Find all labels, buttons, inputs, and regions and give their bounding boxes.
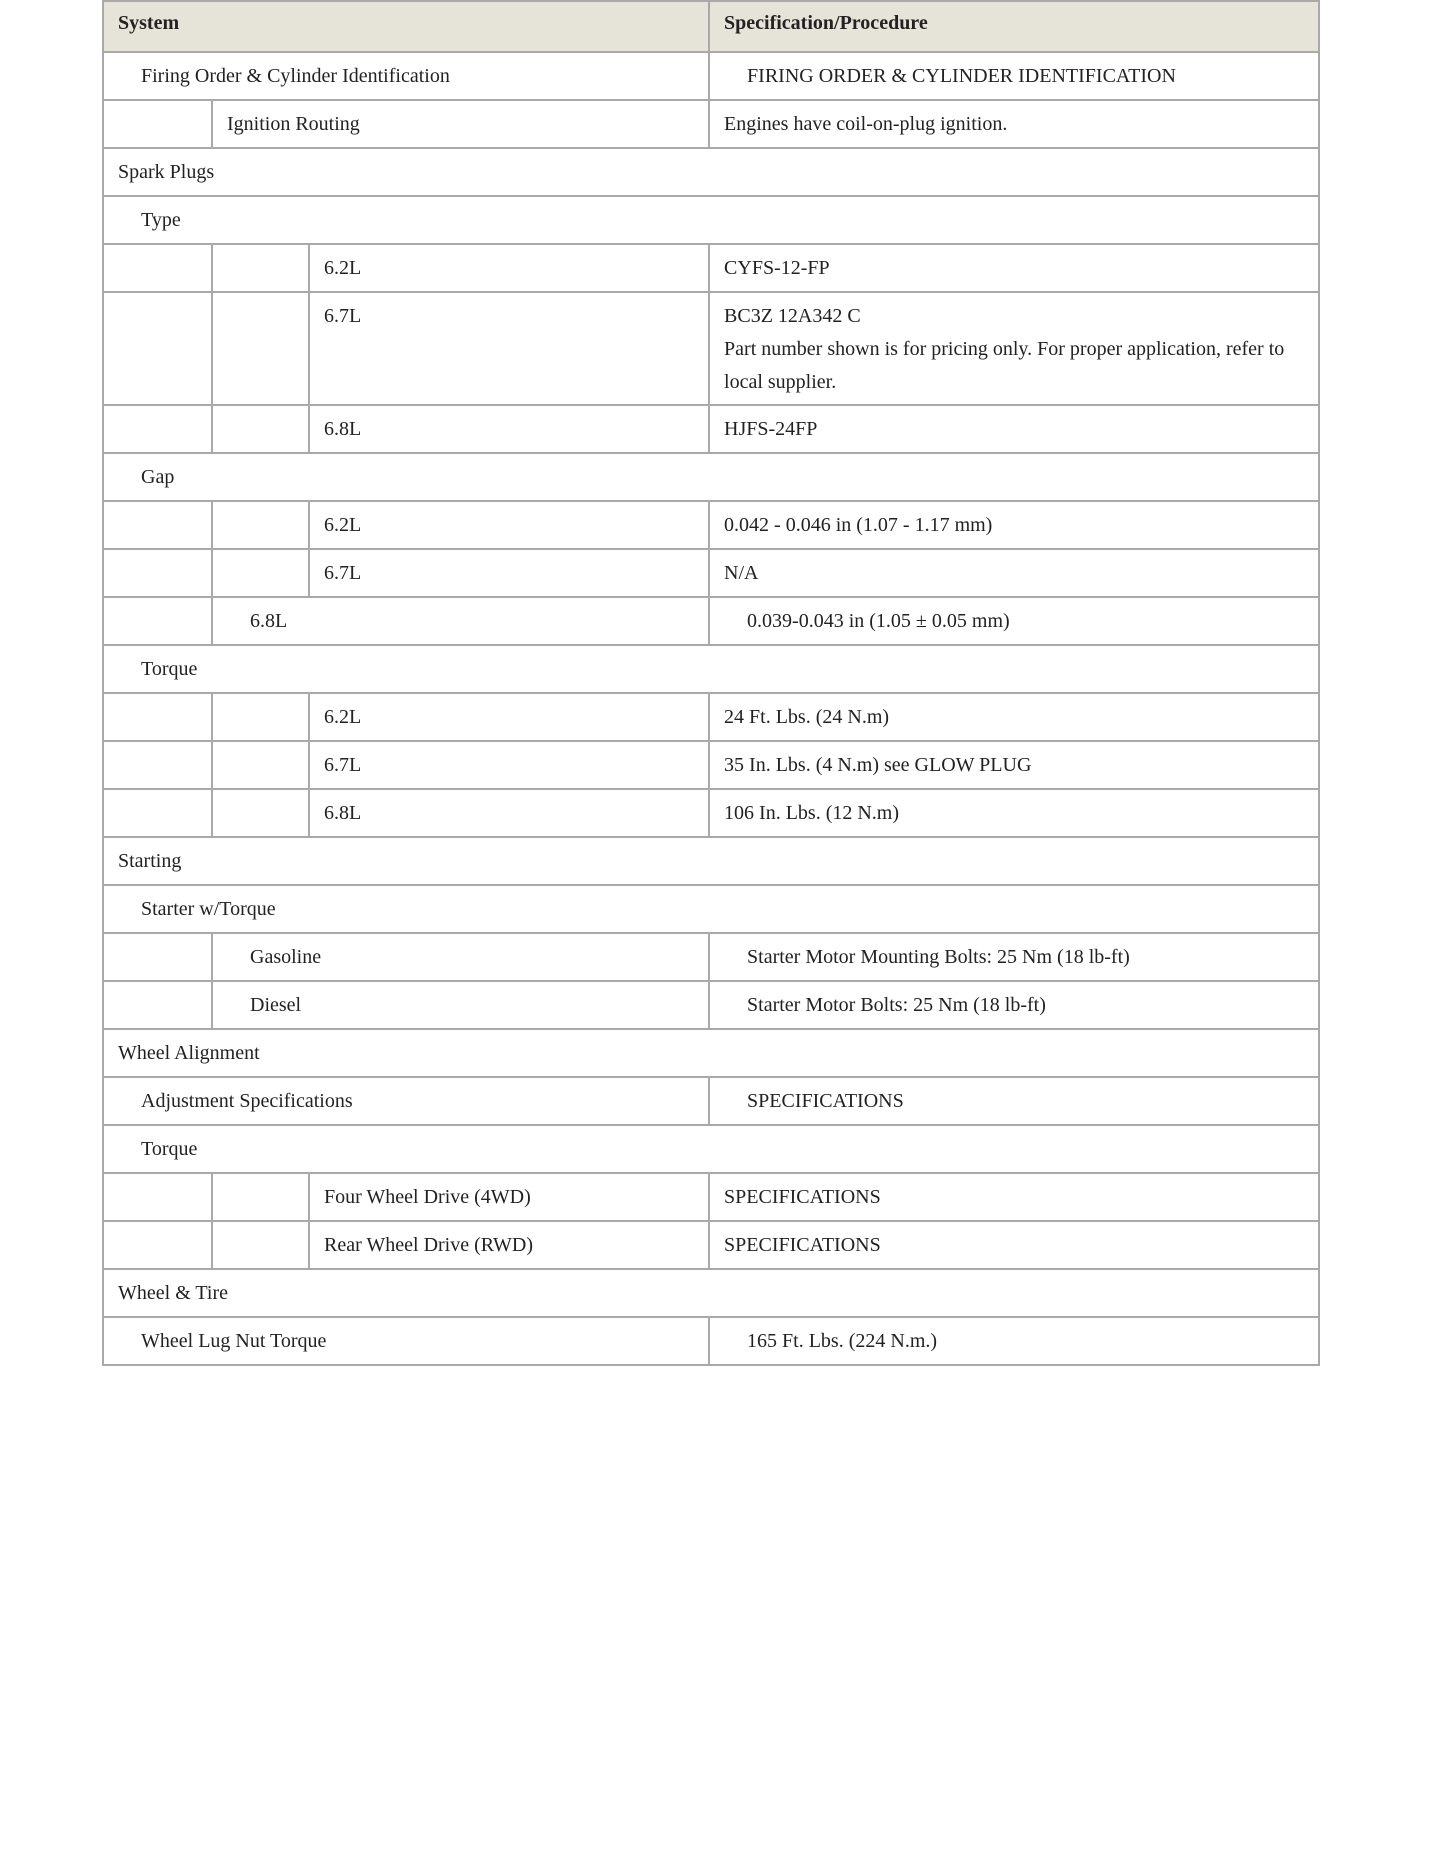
empty-cell [103, 292, 212, 405]
spec-value: 0.042 - 0.046 in (1.07 - 1.17 mm) [709, 501, 1319, 549]
ignition-routing-value: Engines have coil-on-plug ignition. [709, 100, 1319, 148]
empty-cell [212, 244, 309, 292]
table-row [103, 693, 1319, 741]
empty-cell [103, 981, 212, 1029]
section-row [103, 1029, 1319, 1077]
empty-cell [103, 100, 212, 148]
fuel-label: Gasoline [212, 933, 709, 981]
empty-cell [212, 549, 309, 597]
subsection-alignment-torque: Torque [103, 1125, 1319, 1173]
spec-value: HJFS-24FP [709, 405, 1319, 453]
adjustment-spec-label: Adjustment Specifications [103, 1077, 709, 1125]
table-header-row [103, 1, 1319, 52]
table-row [103, 741, 1319, 789]
part-note: Part number shown is for pricing only. For proper application, refer to local supplier. [724, 338, 1285, 393]
empty-cell [103, 549, 212, 597]
header-system: System [103, 1, 709, 52]
empty-cell [212, 741, 309, 789]
engine-label: 6.7L [309, 292, 709, 405]
table-row [103, 292, 1319, 405]
spec-value: 0.039-0.043 in (1.05 ± 0.05 mm) [709, 597, 1319, 645]
empty-cell [212, 292, 309, 405]
lug-nut-torque-value: 165 Ft. Lbs. (224 N.m.) [709, 1317, 1319, 1365]
subsection-torque: Torque [103, 645, 1319, 693]
table-row [103, 549, 1319, 597]
engine-label: 6.8L [212, 597, 709, 645]
empty-cell [103, 1173, 212, 1221]
spec-value: SPECIFICATIONS [709, 1173, 1319, 1221]
section-spark-plugs: Spark Plugs [103, 148, 1319, 196]
drive-label: Rear Wheel Drive (RWD) [309, 1221, 709, 1269]
table-row [103, 1173, 1319, 1221]
table-row [103, 501, 1319, 549]
table-row [103, 100, 1319, 148]
lug-nut-torque-label: Wheel Lug Nut Torque [103, 1317, 709, 1365]
engine-label: 6.2L [309, 244, 709, 292]
part-number: BC3Z 12A342 C [724, 305, 861, 327]
engine-label: 6.2L [309, 501, 709, 549]
spec-value: 106 In. Lbs. (12 N.m) [709, 789, 1319, 837]
fuel-label: Diesel [212, 981, 709, 1029]
empty-cell [103, 501, 212, 549]
table-row [103, 52, 1319, 100]
empty-cell [103, 789, 212, 837]
empty-cell [212, 693, 309, 741]
table-row [103, 1317, 1319, 1365]
engine-label: 6.2L [309, 693, 709, 741]
table-row [103, 244, 1319, 292]
subsection-row [103, 1125, 1319, 1173]
drive-label: Four Wheel Drive (4WD) [309, 1173, 709, 1221]
ignition-routing-label: Ignition Routing [212, 100, 709, 148]
engine-label: 6.8L [309, 789, 709, 837]
section-wheel-tire: Wheel & Tire [103, 1269, 1319, 1317]
table-row [103, 981, 1319, 1029]
table-row [103, 933, 1319, 981]
empty-cell [103, 933, 212, 981]
firing-order-label: Firing Order & Cylinder Identification [103, 52, 709, 100]
spec-value: 24 Ft. Lbs. (24 N.m) [709, 693, 1319, 741]
section-row [103, 1269, 1319, 1317]
empty-cell [212, 789, 309, 837]
adjustment-spec-value: SPECIFICATIONS [709, 1077, 1319, 1125]
section-wheel-alignment: Wheel Alignment [103, 1029, 1319, 1077]
table-row [103, 789, 1319, 837]
spec-value: Starter Motor Bolts: 25 Nm (18 lb-ft) [709, 981, 1319, 1029]
engine-label: 6.7L [309, 741, 709, 789]
empty-cell [212, 1173, 309, 1221]
spec-value: Starter Motor Mounting Bolts: 25 Nm (18 lb-ft) [709, 933, 1319, 981]
firing-order-value: FIRING ORDER & CYLINDER IDENTIFICATION [709, 52, 1319, 100]
empty-cell [212, 501, 309, 549]
subsection-row [103, 885, 1319, 933]
empty-cell [103, 1221, 212, 1269]
section-row [103, 148, 1319, 196]
spec-value-with-note [709, 292, 1319, 405]
engine-label: 6.7L [309, 549, 709, 597]
empty-cell [212, 1221, 309, 1269]
table-row [103, 597, 1319, 645]
table-row [103, 1077, 1319, 1125]
spec-value: SPECIFICATIONS [709, 1221, 1319, 1269]
empty-cell [103, 597, 212, 645]
empty-cell [212, 405, 309, 453]
subsection-row [103, 196, 1319, 244]
spec-value: CYFS-12-FP [709, 244, 1319, 292]
specifications-table [102, 0, 1320, 1366]
empty-cell [103, 741, 212, 789]
empty-cell [103, 693, 212, 741]
header-specification: Specification/Procedure [709, 1, 1319, 52]
table-row [103, 405, 1319, 453]
spec-value: N/A [709, 549, 1319, 597]
spec-value: 35 In. Lbs. (4 N.m) see GLOW PLUG [709, 741, 1319, 789]
subsection-gap: Gap [103, 453, 1319, 501]
subsection-row [103, 453, 1319, 501]
table-row [103, 1221, 1319, 1269]
empty-cell [103, 244, 212, 292]
subsection-type: Type [103, 196, 1319, 244]
empty-cell [103, 405, 212, 453]
subsection-row [103, 645, 1319, 693]
section-starting: Starting [103, 837, 1319, 885]
subsection-starter-torque: Starter w/Torque [103, 885, 1319, 933]
section-row [103, 837, 1319, 885]
engine-label: 6.8L [309, 405, 709, 453]
